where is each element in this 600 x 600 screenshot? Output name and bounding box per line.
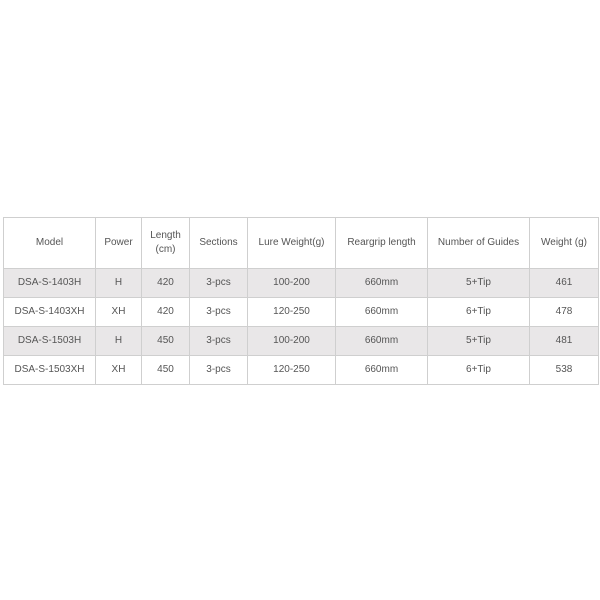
cell-weight: 538 — [530, 356, 599, 385]
cell-model: DSA-S-1403XH — [4, 298, 96, 327]
cell-lure-weight: 100-200 — [248, 327, 336, 356]
cell-length: 420 — [142, 269, 190, 298]
cell-number-of-guides: 5+Tip — [428, 269, 530, 298]
cell-reargrip-length: 660mm — [336, 298, 428, 327]
cell-length: 420 — [142, 298, 190, 327]
cell-model: DSA-S-1403H — [4, 269, 96, 298]
header-model: Model — [4, 218, 96, 269]
header-lure-weight: Lure Weight(g) — [248, 218, 336, 269]
cell-number-of-guides: 5+Tip — [428, 327, 530, 356]
cell-lure-weight: 120-250 — [248, 298, 336, 327]
cell-length: 450 — [142, 356, 190, 385]
table-row — [4, 356, 599, 385]
header-length — [142, 218, 190, 269]
cell-power: XH — [96, 298, 142, 327]
header-number-of-guides: Number of Guides — [428, 218, 530, 269]
cell-reargrip-length: 660mm — [336, 327, 428, 356]
header-weight: Weight (g) — [530, 218, 599, 269]
cell-model: DSA-S-1503XH — [4, 356, 96, 385]
cell-sections: 3-pcs — [190, 327, 248, 356]
header-sections: Sections — [190, 218, 248, 269]
cell-sections: 3-pcs — [190, 298, 248, 327]
cell-weight: 481 — [530, 327, 599, 356]
cell-lure-weight: 100-200 — [248, 269, 336, 298]
header-power: Power — [96, 218, 142, 269]
cell-power: H — [96, 269, 142, 298]
cell-number-of-guides: 6+Tip — [428, 356, 530, 385]
cell-number-of-guides: 6+Tip — [428, 298, 530, 327]
table-row — [4, 298, 599, 327]
table-header-row — [4, 218, 599, 269]
cell-sections: 3-pcs — [190, 269, 248, 298]
cell-power: H — [96, 327, 142, 356]
spec-table — [3, 217, 599, 385]
cell-reargrip-length: 660mm — [336, 356, 428, 385]
cell-reargrip-length: 660mm — [336, 269, 428, 298]
header-reargrip-length: Reargrip length — [336, 218, 428, 269]
cell-lure-weight: 120-250 — [248, 356, 336, 385]
cell-weight: 461 — [530, 269, 599, 298]
cell-model: DSA-S-1503H — [4, 327, 96, 356]
header-length-label: Length (cm) — [150, 230, 181, 255]
cell-sections: 3-pcs — [190, 356, 248, 385]
table-row — [4, 269, 599, 298]
cell-power: XH — [96, 356, 142, 385]
cell-length: 450 — [142, 327, 190, 356]
table-row — [4, 327, 599, 356]
cell-weight: 478 — [530, 298, 599, 327]
